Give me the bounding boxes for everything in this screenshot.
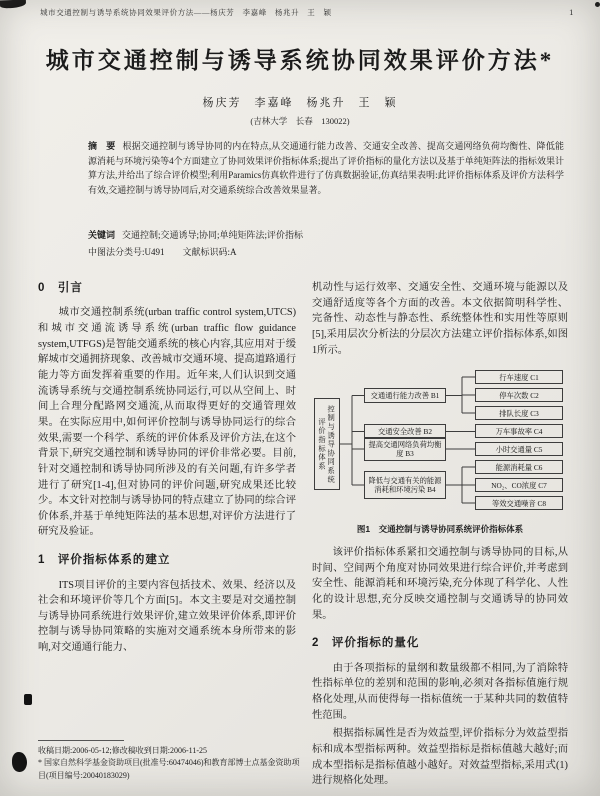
continuation-paragraph: 机动性与运行效率、交通安全性、交通环境与能源以及交通舒适度等各个方面的改善。本文依据简明科学性、完备性、动态性与静态性、系统整体性和实用性等原则[5],采用层次分析法的分层次方法建立评价指标体系,如图1所示。 — [312, 282, 568, 356]
keywords-label: 关键词 — [88, 230, 116, 240]
figure-leaf-c3-box: 排队长度 C3 — [475, 406, 563, 420]
affiliation: (吉林大学 长春 130022) — [250, 116, 350, 126]
figure-leaf-c1-box: 行车速度 C1 — [475, 370, 563, 384]
figure-leaf-c7-box: NO₂、CO浓度 C7 — [475, 478, 563, 492]
abstract-label: 摘 要 — [88, 141, 116, 151]
footnotes — [38, 740, 300, 782]
running-header — [40, 7, 574, 18]
paper-title: 城市交通控制与诱导系统协同效果评价方法* — [45, 48, 555, 73]
scan-artifact-left-edge — [24, 694, 32, 705]
abstract-text: 根据交通控制与诱导协同的内在特点,从交通通行能力改善、交通安全改善、提高交通网络负荷均衡性、降低能源消耗与环境污染等4个方面建立了协同效果评价指标体系;提出了评价指标的量化方法以及基于单纯矩阵法的指标效果计算方法,并给出了综合评价模型;利用Paramics仿真软件进行了仿真数据验证,仿真结果表明:此评价指标体系及评价方法科学有效,交通控制与诱导协同后,对交通系统综合改善效果显著。 — [88, 141, 564, 195]
footnote-rule — [38, 740, 124, 741]
figure-leaf-c2-box: 停车次数 C2 — [475, 388, 563, 402]
figure-branch-b4-box: 降低与交通有关的能源消耗和环境污染 B4 — [364, 471, 446, 499]
keywords-line — [88, 228, 564, 241]
right-column — [312, 280, 568, 792]
section-1-heading: 1 评价指标体系的建立 — [38, 554, 171, 567]
section-2-heading: 2 评价指标的量化 — [312, 637, 420, 650]
scan-artifact-top-right — [595, 2, 600, 7]
section-2-paragraph-2: 根据指标属性是否为效益型,评价指标分为效益型指标和成本型指标两种。效益型指标是指标值越大越好;而成本型指标是指标值越小越好。对效益型指标,采用式(1)进行规格化处理。 — [312, 728, 568, 787]
figure-indicator-tree — [312, 368, 568, 520]
scan-artifact-top-left — [0, 0, 26, 8]
page-number: 1 — [569, 7, 574, 17]
keywords-text: 交通控制;交通诱导;协同;单纯矩阵法;评价指标 — [122, 230, 304, 240]
figure-branch-b2-box: 交通安全改善 B2 — [364, 424, 446, 439]
figure-root-box: 控制与诱导协同系统评价指标体系 — [314, 398, 340, 490]
figure-caption: 图1 交通控制与诱导协同系统评价指标体系 — [356, 524, 524, 535]
after-figure-paragraph: 该评价指标体系紧扣交通控制与诱导协同的目标,从时间、空间两个角度对协同效果进行综合评价,并考虑到安全性、能源消耗和环境污染,充分体现了科学化、人性化的设计思想,充分反映交通控制与交通诱导的协同效果。 — [312, 547, 568, 621]
footnote-received-date: 收稿日期:2006-05-12;修改稿收到日期:2006-11-25 — [38, 746, 208, 755]
clc-line: 中图法分类号:U491 文献标识码:A — [88, 247, 237, 257]
running-title: 城市交通控制与诱导系统协同效果评价方法——杨庆芳 李嘉峰 杨兆升 王 颖 — [40, 8, 332, 17]
figure-leaf-c8-box: 等效交通噪音 C8 — [475, 496, 563, 510]
section-2-paragraph-1: 由于各项指标的量纲和数量级都不相同,为了消除特性指标单位的差别和范围的影响,必须对各指标值施行规格化处理,从而使得每一指标值统一于某种共同的数值特性范围。 — [312, 662, 568, 721]
intro-paragraph: 城市交通控制系统(urban traffic control system,UTCS)和城市交通流诱导系统(urban traffic flow guidance system,UTFGS)是智能交通系统的核心内容,其应用对于缓解城市交通拥挤现象、改善城市交通环境、提高道路通行能力等方面发挥着重要的作用。近年来,人们认识到交通流诱导系统与交通控制系统协同运行,可以从空间上、时间上合理分配路网交通流,从而取得更好的交通管理效果。在实际应用中,如何评价控制与诱导协同运行的综合效果,需要一个科学、系统的评价体系及评价方法,在这个背景下,研究交通控制和诱导协同的评价非常必要。目前,针对交通控制和诱导协同所涉及的有关问题,有许多学者进行了研究[1-4],但对协同的评价问题,研究成果还比较少。本文针对控制与诱导协同的特点建立了协同的综合评价体系,并基于单纯矩阵法的基本思想,对评价方法进行了研究及验证。 — [38, 307, 296, 538]
figure-leaf-c6-box: 能源消耗量 C6 — [475, 460, 563, 474]
section-1-paragraph: ITS项目评价的主要内容包括技术、效果、经济以及社会和环境评价等几个方面[5]。本文主要是对交通控制与诱导协同系统进行效果评价,建立效果评价体系,即评价控制与诱导协同策略的实施对交通系统本身所带来的影响,对交通通行能力、 — [38, 579, 296, 654]
section-0-heading: 0 引言 — [38, 282, 83, 294]
left-column — [38, 280, 296, 659]
authors: 杨庆芳 李嘉峰 杨兆升 王 颖 — [202, 97, 398, 109]
figure-leaf-c5-box: 小时交通量 C5 — [475, 442, 563, 456]
figure-branch-b3-box: 提高交通网络负荷均衡度 B3 — [364, 437, 446, 461]
figure-branch-b1-box: 交通通行能力改善 B1 — [364, 388, 446, 403]
footnote-funding: * 国家自然科学基金资助项目(批准号:60474046)和教育部博士点基金资助项目(项目编号:20040183029) — [38, 758, 300, 780]
abstract — [88, 139, 564, 197]
scan-artifact-bottom-left — [12, 752, 27, 772]
figure-leaf-c4-box: 万车事故率 C4 — [475, 424, 563, 438]
